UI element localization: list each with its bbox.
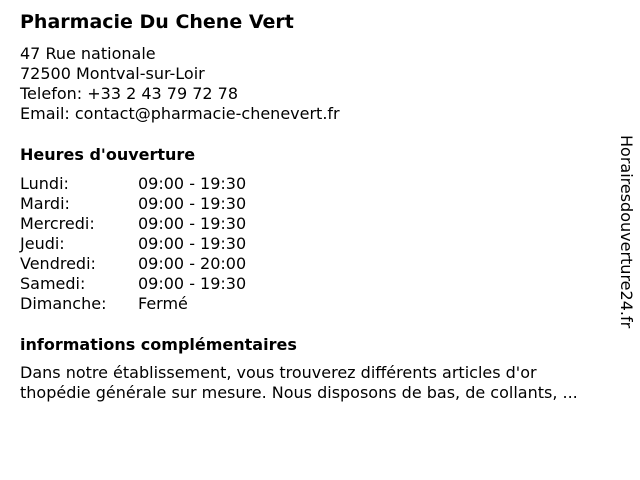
description-line: thopédie générale sur mesure. Nous disposons de bas, de collants, ... [20,383,578,402]
hours-day: Mardi: [20,194,70,213]
contact-block [20,44,620,124]
hours-row-monday [20,174,620,194]
hours-row-tuesday [20,194,620,214]
hours-time: 09:00 - 19:30 [138,194,247,213]
hours-time: Fermé [138,294,188,313]
phone-number: Telefon: +33 2 43 79 72 78 [20,84,239,103]
hours-row-thursday [20,234,620,254]
hours-row-friday [20,254,620,274]
email-address: Email: contact@pharmacie-chenevert.fr [20,104,340,123]
hours-time: 09:00 - 19:30 [138,234,247,253]
hours-row-saturday [20,274,620,294]
opening-hours-heading: Heures d'ouverture [20,145,196,164]
hours-time: 09:00 - 19:30 [138,274,247,293]
address-street: 47 Rue nationale [20,44,156,63]
hours-time: 09:00 - 19:30 [138,174,247,193]
hours-row-wednesday [20,214,620,234]
hours-day: Jeudi: [20,234,65,253]
hours-row-sunday [20,294,620,314]
description-line: Dans notre établissement, vous trouverez différents articles d'or [20,363,537,382]
hours-time: 09:00 - 20:00 [138,254,247,273]
pharmacy-info-card [20,9,620,403]
hours-day: Lundi: [20,174,69,193]
hours-day: Samedi: [20,274,86,293]
opening-hours-table [20,174,620,314]
site-watermark: Horairesdouverture24.fr [617,135,636,329]
hours-day: Mercredi: [20,214,95,233]
additional-info-heading: informations complémentaires [20,335,297,354]
address-city: 72500 Montval-sur-Loir [20,64,205,83]
hours-day: Vendredi: [20,254,96,273]
hours-time: 09:00 - 19:30 [138,214,247,233]
additional-info-text [20,363,620,403]
business-name: Pharmacie Du Chene Vert [20,11,294,33]
hours-day: Dimanche: [20,294,107,313]
